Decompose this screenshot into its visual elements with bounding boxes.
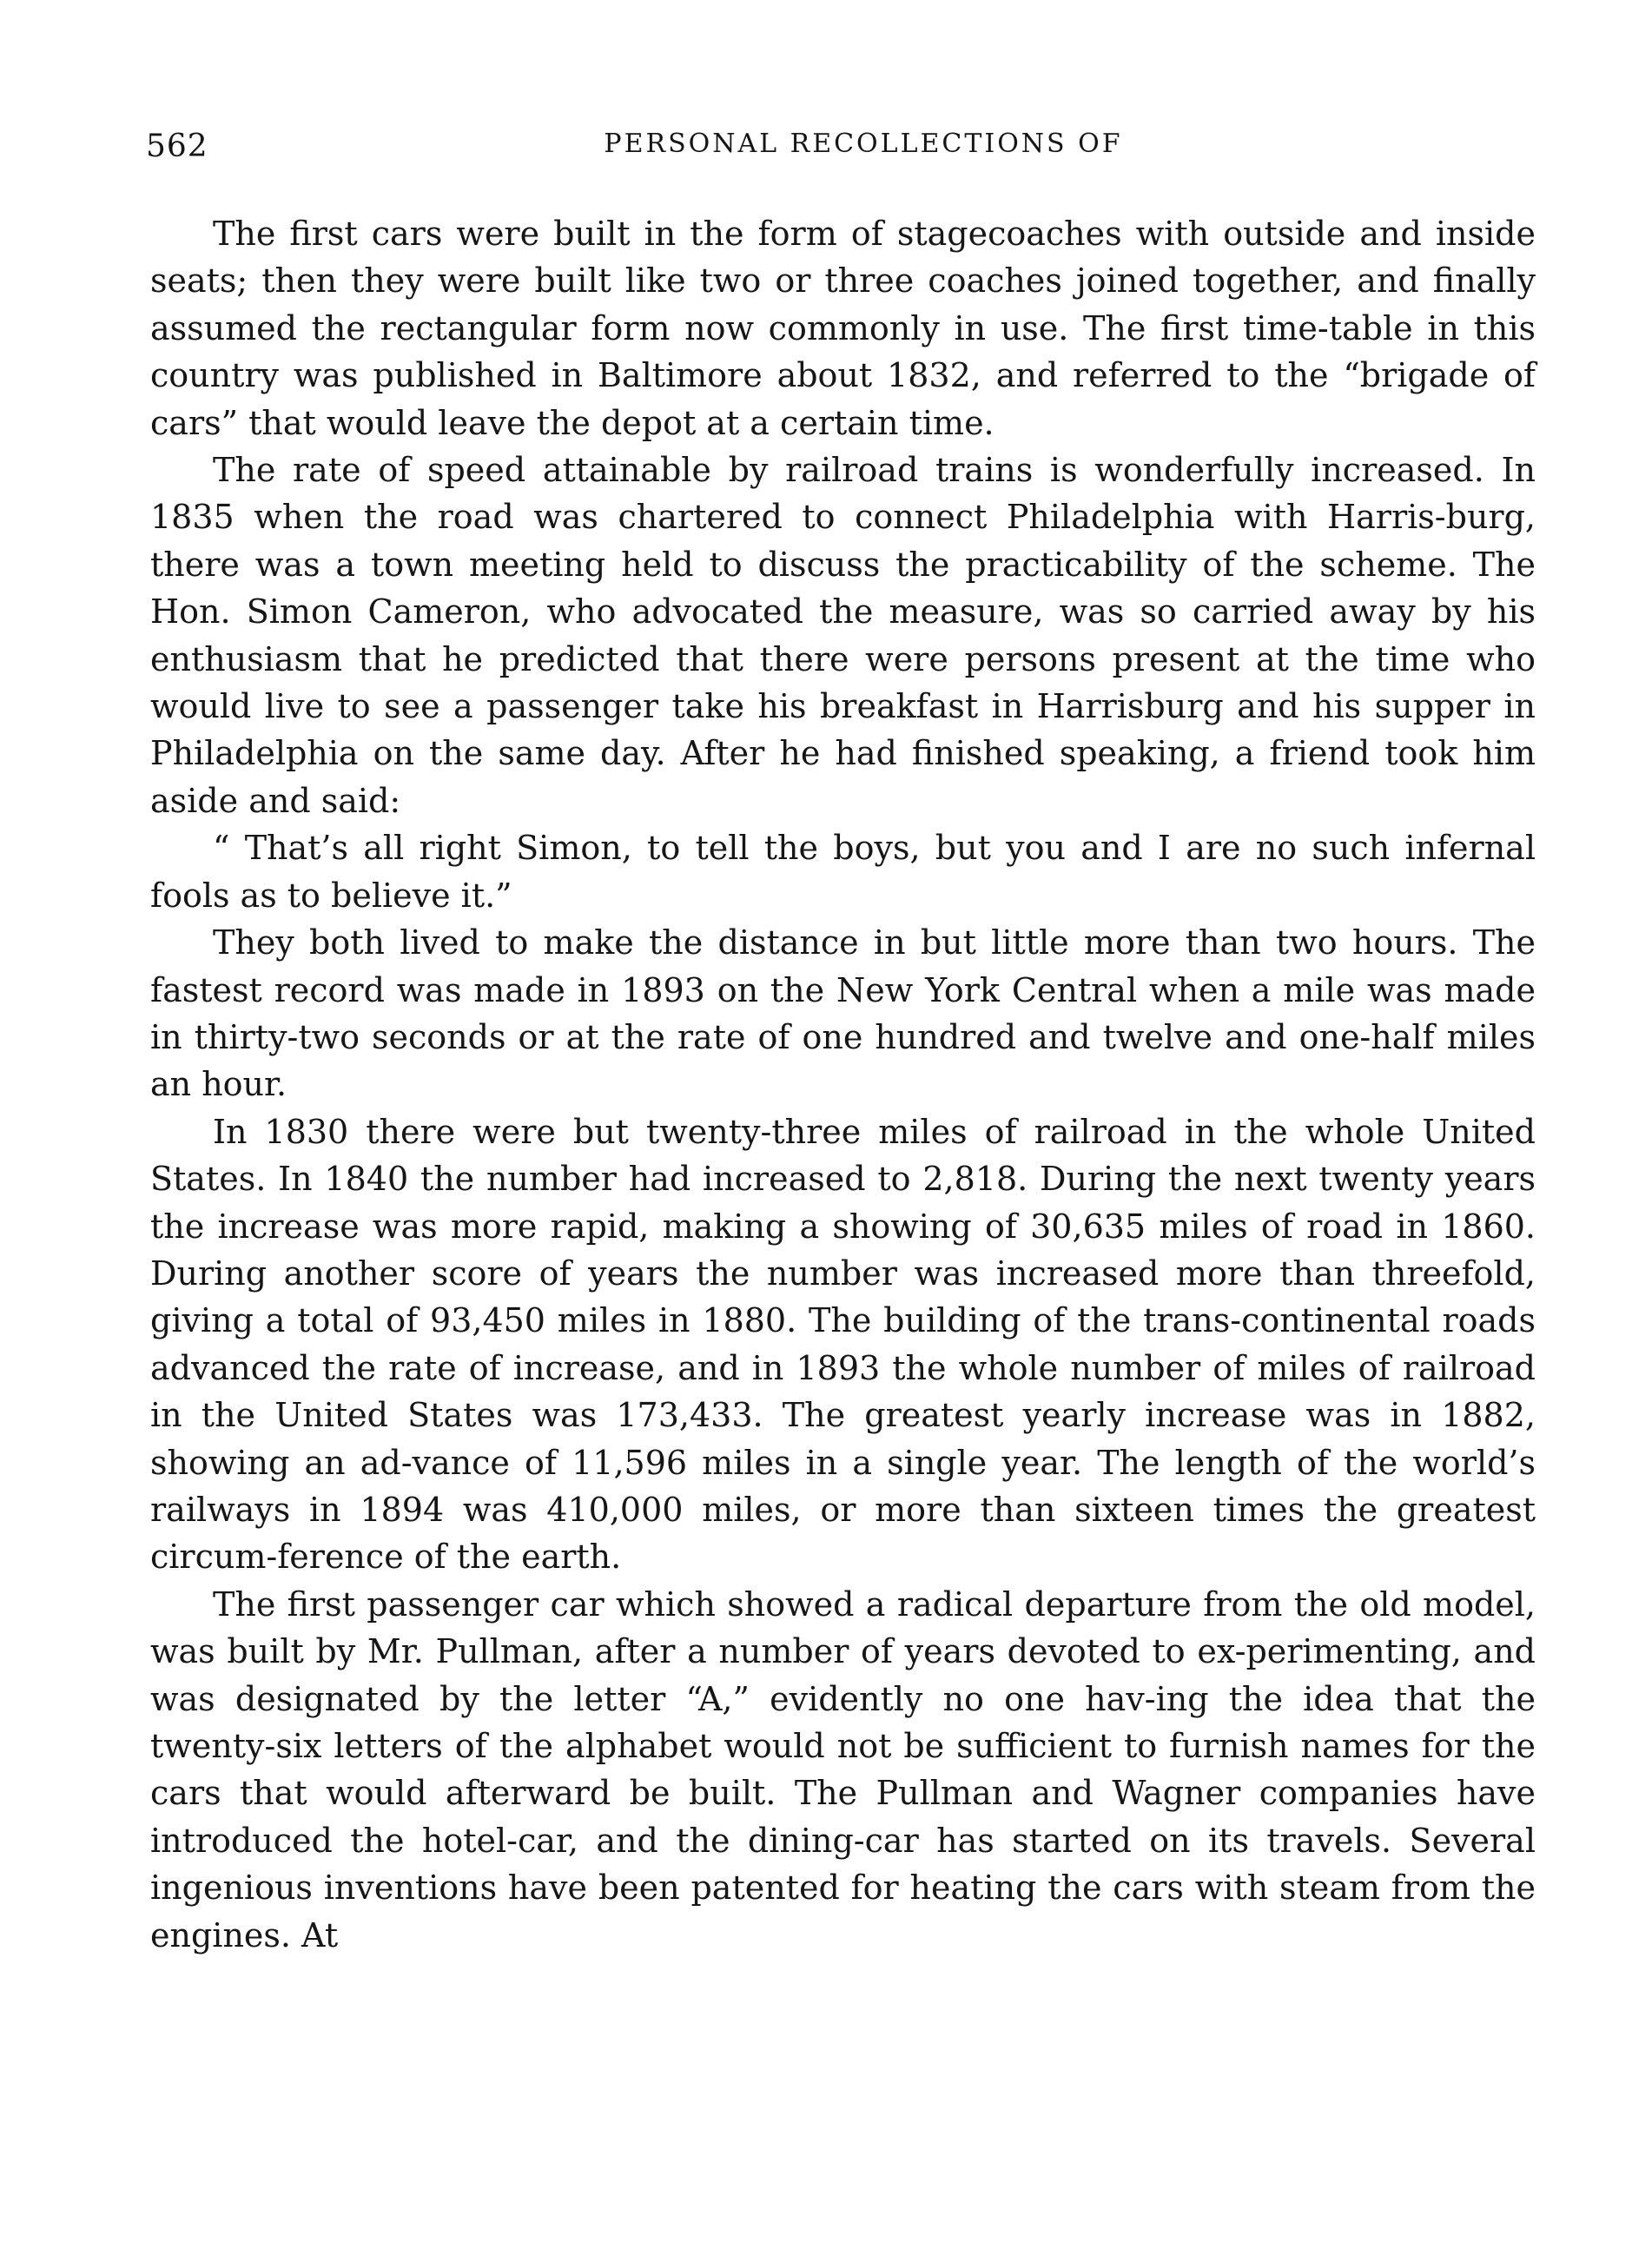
- page-number: 562: [146, 129, 208, 164]
- paragraph-first-cars: The first cars were built in the form of stagecoaches with outside and inside seats; then they were built like two or three coaches joined together, and finally assumed the rectangular form now commonly in use. The first time-table in this country was published in Baltimore about 1832, and referred to the “brigade of cars” that would leave the depot at a certain time.: [150, 215, 1536, 442]
- paragraph-mileage-statistics: In 1830 there were but twenty-three miles of railroad in the whole United States. In 1840 the number had increased to 2,818. During the next twenty years the increase was more rapid, making a showing of 30,635 miles of road in 1860. During another score of years the number was increased more than threefold, giving a total of 93,450 miles in 1880. The building of the trans-continental roads advanced the rate of increase, and in 1893 the whole number of miles of railroad in the United States was 173,433. The greatest yearly increase was in 1882, showing an ad-vance of 11,596 miles in a single year. The length of the world’s railways in 1894 was 410,000 miles, or more than sixteen times the greatest circum-ference of the earth.: [150, 1112, 1536, 1577]
- paragraph-fastest-record: They both lived to make the distance in but little more than two hours. The fastest record was made in 1893 on the New York Central when a mile was made in thirty-two seconds or at the rate of one hundred and twelve and one-half miles an hour.: [150, 923, 1536, 1104]
- running-head-title: PERSONAL RECOLLECTIONS OF: [604, 129, 1123, 159]
- paragraph-pullman-car: The first passenger car which showed a radical departure from the old model, was built by Mr. Pullman, after a number of years devoted to ex-perimenting, and was designated by the letter “A,” evidently no one hav-ing the idea that the twenty-six letters of the alphabet would not be sufficient to furnish names for the cars that would afterward be built. The Pullman and Wagner companies have introduced the hotel-car, and the dining-car has started on its travels. Several ingenious inventions have been patented for heating the cars with steam from the engines. At: [150, 1584, 1536, 1954]
- running-head: [146, 129, 1546, 181]
- paragraph-rate-of-speed: The rate of speed attainable by railroad trains is wonderfully increased. In 1835 when the road was chartered to connect Philadelphia with Harris-burg, there was a town meeting held to discuss the practicability of the scheme. The Hon. Simon Cameron, who advocated the measure, was so carried away by his enthusiasm that he predicted that there were persons present at the time who would live to see a passenger take his breakfast in Harrisburg and his supper in Philadelphia on the same day. After he had finished speaking, a friend took him aside and said:: [150, 451, 1536, 820]
- body-text: [150, 210, 1536, 1959]
- paragraph-quotation: “ That’s all right Simon, to tell the boys, but you and I are no such infernal fools as to believe it.”: [150, 829, 1536, 915]
